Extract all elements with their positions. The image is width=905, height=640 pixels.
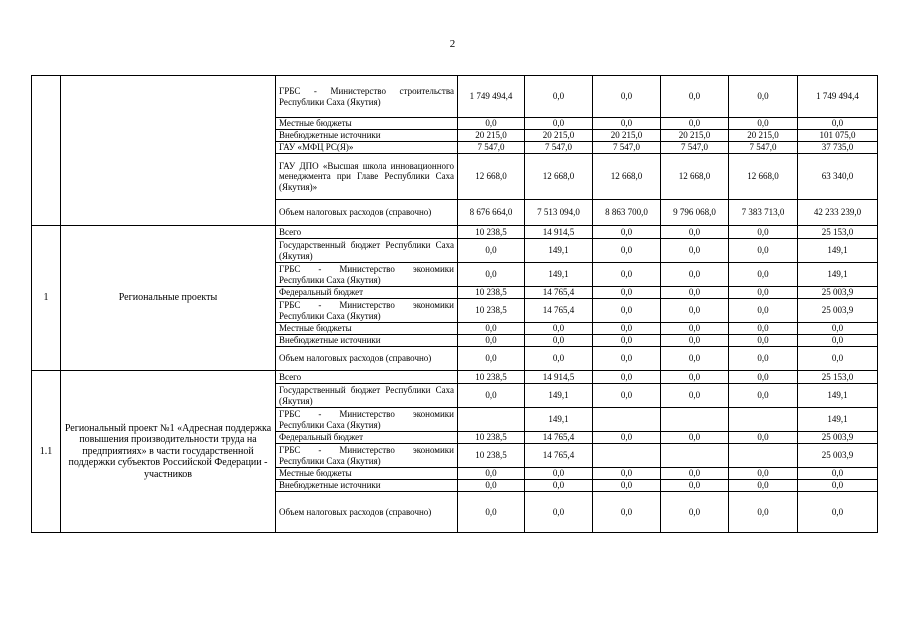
value-cell: 0,0 bbox=[525, 76, 593, 118]
value-cell: 149,1 bbox=[525, 239, 593, 263]
value-cell: 0,0 bbox=[593, 384, 661, 408]
value-cell bbox=[593, 444, 661, 468]
value-cell: 0,0 bbox=[593, 480, 661, 492]
value-cell: 7 547,0 bbox=[661, 142, 729, 154]
value-cell: 149,1 bbox=[525, 384, 593, 408]
row-label: ГРБС - Министерство экономики Республики Саха (Якутия) bbox=[276, 263, 458, 287]
value-cell bbox=[458, 408, 525, 432]
value-cell: 0,0 bbox=[458, 263, 525, 287]
row-label: Объем налоговых расходов (справочно) bbox=[276, 492, 458, 533]
value-cell: 12 668,0 bbox=[458, 154, 525, 200]
value-cell: 8 676 664,0 bbox=[458, 200, 525, 226]
value-cell: 37 735,0 bbox=[798, 142, 878, 154]
row-label: ГАУ «МФЦ РС(Я)» bbox=[276, 142, 458, 154]
value-cell: 10 238,5 bbox=[458, 226, 525, 239]
row-label: Внебюджетные источники bbox=[276, 130, 458, 142]
value-cell: 25 153,0 bbox=[798, 226, 878, 239]
value-cell: 0,0 bbox=[458, 239, 525, 263]
value-cell: 0,0 bbox=[458, 118, 525, 130]
row-label: ГРБС - Министерство экономики Республики Саха (Якутия) bbox=[276, 299, 458, 323]
value-cell: 25 153,0 bbox=[798, 371, 878, 384]
value-cell: 149,1 bbox=[525, 263, 593, 287]
value-cell: 149,1 bbox=[525, 408, 593, 432]
value-cell: 0,0 bbox=[593, 76, 661, 118]
value-cell: 0,0 bbox=[661, 76, 729, 118]
value-cell: 0,0 bbox=[525, 323, 593, 335]
value-cell bbox=[729, 408, 798, 432]
section-index bbox=[32, 76, 61, 226]
value-cell: 0,0 bbox=[593, 371, 661, 384]
value-cell: 20 215,0 bbox=[661, 130, 729, 142]
row-label: Объем налоговых расходов (справочно) bbox=[276, 200, 458, 226]
value-cell: 7 547,0 bbox=[729, 142, 798, 154]
value-cell: 0,0 bbox=[729, 226, 798, 239]
value-cell: 20 215,0 bbox=[729, 130, 798, 142]
value-cell: 0,0 bbox=[458, 492, 525, 533]
value-cell: 20 215,0 bbox=[593, 130, 661, 142]
value-cell: 0,0 bbox=[661, 347, 729, 371]
value-cell: 10 238,5 bbox=[458, 287, 525, 299]
value-cell: 0,0 bbox=[525, 335, 593, 347]
value-cell: 7 547,0 bbox=[525, 142, 593, 154]
value-cell bbox=[661, 408, 729, 432]
value-cell: 101 075,0 bbox=[798, 130, 878, 142]
value-cell: 0,0 bbox=[798, 335, 878, 347]
value-cell: 7 547,0 bbox=[593, 142, 661, 154]
value-cell: 0,0 bbox=[798, 468, 878, 480]
row-label: Федеральный бюджет bbox=[276, 287, 458, 299]
value-cell: 149,1 bbox=[798, 384, 878, 408]
value-cell: 12 668,0 bbox=[661, 154, 729, 200]
row-label: ГРБС - Министерство строительства Республики Саха (Якутия) bbox=[276, 76, 458, 118]
value-cell: 0,0 bbox=[729, 480, 798, 492]
value-cell: 0,0 bbox=[593, 492, 661, 533]
value-cell: 0,0 bbox=[729, 239, 798, 263]
value-cell: 0,0 bbox=[729, 371, 798, 384]
value-cell: 0,0 bbox=[593, 226, 661, 239]
value-cell: 25 003,9 bbox=[798, 444, 878, 468]
value-cell: 0,0 bbox=[798, 347, 878, 371]
value-cell: 20 215,0 bbox=[458, 130, 525, 142]
value-cell: 0,0 bbox=[593, 335, 661, 347]
page-number: 2 bbox=[449, 38, 456, 50]
value-cell: 63 340,0 bbox=[798, 154, 878, 200]
value-cell: 0,0 bbox=[729, 384, 798, 408]
value-cell: 1 749 494,4 bbox=[458, 76, 525, 118]
value-cell bbox=[661, 444, 729, 468]
value-cell bbox=[729, 444, 798, 468]
value-cell: 0,0 bbox=[729, 299, 798, 323]
row-label: Федеральный бюджет bbox=[276, 432, 458, 444]
row-label: Государственный бюджет Республики Саха (Якутия) bbox=[276, 384, 458, 408]
row-label: Всего bbox=[276, 371, 458, 384]
value-cell: 14 914,5 bbox=[525, 371, 593, 384]
value-cell: 0,0 bbox=[729, 347, 798, 371]
value-cell: 10 238,5 bbox=[458, 444, 525, 468]
value-cell: 0,0 bbox=[458, 468, 525, 480]
value-cell: 0,0 bbox=[729, 76, 798, 118]
value-cell: 20 215,0 bbox=[525, 130, 593, 142]
row-label: Местные бюджеты bbox=[276, 118, 458, 130]
value-cell: 0,0 bbox=[661, 239, 729, 263]
row-label: Местные бюджеты bbox=[276, 468, 458, 480]
value-cell: 0,0 bbox=[729, 287, 798, 299]
section-title: Региональный проект №1 «Адресная поддержка повышения производительности труда на предприятиях» в части государственной поддержки субъектов Российской Федерации - участников bbox=[61, 371, 276, 533]
value-cell: 0,0 bbox=[798, 492, 878, 533]
value-cell: 0,0 bbox=[525, 347, 593, 371]
value-cell: 0,0 bbox=[661, 335, 729, 347]
value-cell: 12 668,0 bbox=[525, 154, 593, 200]
value-cell: 0,0 bbox=[593, 299, 661, 323]
value-cell: 1 749 494,4 bbox=[798, 76, 878, 118]
value-cell: 25 003,9 bbox=[798, 299, 878, 323]
value-cell: 0,0 bbox=[458, 384, 525, 408]
value-cell: 0,0 bbox=[661, 468, 729, 480]
value-cell: 0,0 bbox=[593, 287, 661, 299]
value-cell: 0,0 bbox=[661, 432, 729, 444]
row-label: Внебюджетные источники bbox=[276, 480, 458, 492]
value-cell: 10 238,5 bbox=[458, 299, 525, 323]
row-label: ГРБС - Министерство экономики Республики Саха (Якутия) bbox=[276, 444, 458, 468]
value-cell: 14 914,5 bbox=[525, 226, 593, 239]
value-cell: 7 513 094,0 bbox=[525, 200, 593, 226]
row-label: ГРБС - Министерство экономики Республики Саха (Якутия) bbox=[276, 408, 458, 432]
value-cell: 0,0 bbox=[661, 118, 729, 130]
value-cell: 0,0 bbox=[525, 492, 593, 533]
row-label: Объем налоговых расходов (справочно) bbox=[276, 347, 458, 371]
value-cell: 8 863 700,0 bbox=[593, 200, 661, 226]
row-label: Местные бюджеты bbox=[276, 323, 458, 335]
value-cell: 10 238,5 bbox=[458, 432, 525, 444]
value-cell: 0,0 bbox=[661, 263, 729, 287]
value-cell: 0,0 bbox=[458, 335, 525, 347]
value-cell: 14 765,4 bbox=[525, 299, 593, 323]
value-cell: 0,0 bbox=[661, 480, 729, 492]
value-cell: 0,0 bbox=[661, 384, 729, 408]
value-cell: 0,0 bbox=[593, 432, 661, 444]
row-label: Внебюджетные источники bbox=[276, 335, 458, 347]
value-cell: 0,0 bbox=[729, 118, 798, 130]
value-cell: 0,0 bbox=[661, 371, 729, 384]
section-title: Региональные проекты bbox=[61, 226, 276, 371]
value-cell: 149,1 bbox=[798, 239, 878, 263]
value-cell: 0,0 bbox=[729, 335, 798, 347]
value-cell: 14 765,4 bbox=[525, 432, 593, 444]
value-cell: 12 668,0 bbox=[729, 154, 798, 200]
value-cell: 149,1 bbox=[798, 263, 878, 287]
value-cell: 0,0 bbox=[661, 287, 729, 299]
value-cell: 10 238,5 bbox=[458, 371, 525, 384]
value-cell: 42 233 239,0 bbox=[798, 200, 878, 226]
value-cell: 0,0 bbox=[729, 263, 798, 287]
value-cell: 12 668,0 bbox=[593, 154, 661, 200]
value-cell bbox=[593, 408, 661, 432]
value-cell: 9 796 068,0 bbox=[661, 200, 729, 226]
section-title bbox=[61, 76, 276, 226]
section-index: 1 bbox=[32, 226, 61, 371]
value-cell: 0,0 bbox=[593, 263, 661, 287]
section-index: 1.1 bbox=[32, 371, 61, 533]
value-cell: 0,0 bbox=[661, 299, 729, 323]
value-cell: 0,0 bbox=[729, 468, 798, 480]
value-cell: 0,0 bbox=[798, 480, 878, 492]
value-cell: 0,0 bbox=[593, 347, 661, 371]
table-row bbox=[32, 226, 878, 239]
value-cell: 0,0 bbox=[458, 480, 525, 492]
value-cell: 149,1 bbox=[798, 408, 878, 432]
value-cell: 0,0 bbox=[525, 468, 593, 480]
value-cell: 25 003,9 bbox=[798, 287, 878, 299]
value-cell: 0,0 bbox=[661, 226, 729, 239]
value-cell: 0,0 bbox=[458, 323, 525, 335]
value-cell: 0,0 bbox=[798, 323, 878, 335]
value-cell: 7 383 713,0 bbox=[729, 200, 798, 226]
row-label: Государственный бюджет Республики Саха (Якутия) bbox=[276, 239, 458, 263]
value-cell: 0,0 bbox=[729, 323, 798, 335]
value-cell: 0,0 bbox=[798, 118, 878, 130]
value-cell: 0,0 bbox=[458, 347, 525, 371]
value-cell: 25 003,9 bbox=[798, 432, 878, 444]
value-cell: 0,0 bbox=[593, 323, 661, 335]
value-cell: 0,0 bbox=[593, 118, 661, 130]
value-cell: 0,0 bbox=[593, 239, 661, 263]
value-cell: 0,0 bbox=[661, 323, 729, 335]
value-cell: 0,0 bbox=[593, 468, 661, 480]
row-label: Всего bbox=[276, 226, 458, 239]
value-cell: 0,0 bbox=[525, 480, 593, 492]
value-cell: 0,0 bbox=[661, 492, 729, 533]
value-cell: 0,0 bbox=[729, 432, 798, 444]
budget-table bbox=[31, 75, 878, 533]
value-cell: 14 765,4 bbox=[525, 287, 593, 299]
value-cell: 0,0 bbox=[525, 118, 593, 130]
value-cell: 14 765,4 bbox=[525, 444, 593, 468]
table-row bbox=[32, 371, 878, 384]
table-row bbox=[32, 76, 878, 118]
value-cell: 0,0 bbox=[729, 492, 798, 533]
value-cell: 7 547,0 bbox=[458, 142, 525, 154]
row-label: ГАУ ДПО «Высшая школа инновационного менеджмента при Главе Республики Саха (Якутия)» bbox=[276, 154, 458, 200]
